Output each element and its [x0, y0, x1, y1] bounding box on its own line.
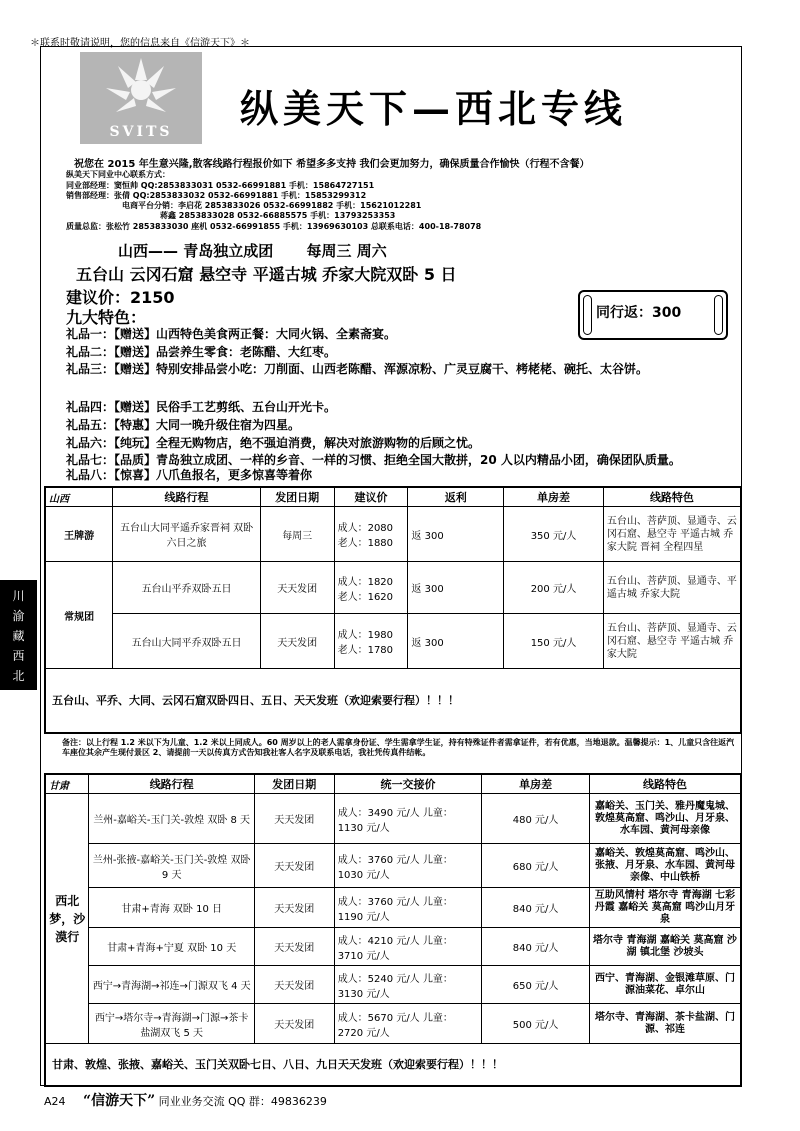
- contact-line: 纵美天下同业中心联系方式：: [66, 170, 170, 179]
- single-room-cell: 840 元/人: [482, 888, 590, 928]
- remark-note: 备注：以上行程 1.2 米以下为儿童、1.2 米以上同成人。60 周岁以上的老人需拿身份证、学生需拿学生证，持有特殊证件者需拿证件，若有优惠，当地退款。温馨提示：1、儿童只含往返汽车座位其余产生现付景区 2、请提前一天以传真方式告知我社客人名字及联系电话，我社凭传真件结帐。: [62, 738, 735, 757]
- scroll-curl-right: [714, 295, 723, 335]
- rebate-cell: 返 300: [408, 562, 504, 614]
- single-room-cell: 650 元/人: [482, 966, 590, 1004]
- table-footer: 甘肃、敦煌、张掖、嘉峪关、玉门关双卧七日、八日、九日天天发班（欢迎索要行程）！！！: [45, 1044, 741, 1086]
- feature-cell: 五台山、菩萨顶、显通寺、云冈石窟、悬空寺 平遥古城 乔家大院 晋祠 全程四星: [603, 507, 741, 562]
- single-room-cell: 350 元/人: [504, 507, 604, 562]
- route-cell: 五台山大同平遥乔家晋祠 双卧六日之旅: [113, 507, 261, 562]
- company-logo: [80, 52, 202, 144]
- date-cell: 天天发团: [254, 888, 334, 928]
- gift-item: 礼品三：【赠送】特别安排品尝小吃：刀削面、山西老陈醋、浑源凉粉、广灵豆腐干、栲栳栳、碗托、太谷饼。: [66, 362, 649, 376]
- col-header: 发团日期: [254, 774, 334, 794]
- route-cell: 兰州-张掖-嘉峪关-玉门关-敦煌 双卧 9 天: [89, 844, 254, 888]
- contact-line: 销售部经理：张倩 QQ:2853833032 0532-66991881 手机：15853299312: [66, 191, 367, 200]
- feature-cell: 塔尔寺 青海湖 嘉峪关 莫高窟 沙湖 镇北堡 沙坡头: [589, 928, 741, 966]
- route-cell: 甘肃+青海 双卧 10 日: [89, 888, 254, 928]
- contact-line: 质量总监：张松竹 2853833030 座机 0532-66991855 手机：13969630103 总联系电话：400-18-78078: [66, 222, 482, 231]
- features-title: 九大特色：: [66, 308, 147, 327]
- gift-item: 礼品二：【赠送】品尝养生零食：老陈醋、大红枣。: [66, 345, 337, 359]
- sidebar-char: 西: [12, 649, 25, 663]
- sidebar-char: 北: [12, 669, 25, 683]
- table-row: [45, 844, 741, 888]
- date-cell: 天天发团: [260, 562, 334, 614]
- rebate-scroll: [578, 290, 728, 340]
- feature-cell: 互助风情村 塔尔寺 青海湖 七彩丹霞 嘉峪关 莫高窟 鸣沙山月牙泉: [589, 888, 741, 928]
- gift-item: 礼品六：【纯玩】全程无购物店，绝不强迫消费，解决对旅游购物的后顾之忧。: [66, 436, 481, 450]
- col-header: 建议价: [334, 487, 408, 507]
- route-days: 每周三 周六: [306, 242, 387, 260]
- page-number: A24: [44, 1095, 66, 1108]
- gift-item: 礼品五：【特惠】大同一晚升级住宿为四星。: [66, 418, 301, 432]
- date-cell: 天天发团: [254, 844, 334, 888]
- table-row: [45, 966, 741, 1004]
- table-footer: 五台山、平乔、大同、云冈石窟双卧四日、五日、天天发班（欢迎索要行程）！！！: [45, 669, 741, 733]
- col-header: 线路行程: [113, 487, 261, 507]
- greeting-text: 祝您在 2015 年生意兴隆,散客线路行程报价如下 希望多多支持 我们会更加努力，确保质量合作愉快（行程不含餐）: [74, 159, 590, 170]
- sidebar-char: 渝: [12, 609, 25, 623]
- scroll-curl-left: [583, 295, 592, 335]
- side-label: 西北梦，沙漠行: [45, 794, 89, 1044]
- shanxi-table: [44, 486, 742, 734]
- tour-type: 常规团: [45, 562, 113, 669]
- route-main-title: 五台山 云冈石窟 悬空寺 平遥古城 乔家大院双卧 5 日: [76, 265, 457, 284]
- price-cell: 成人：3760 元/人 儿童：1030 元/人: [334, 844, 482, 888]
- contact-line: 电商平台分销：李启花 2853833026 0532-66991882 手机：15621012281: [122, 201, 422, 210]
- price-cell: 成人：4210 元/人 儿童：3710 元/人: [334, 928, 482, 966]
- route-cell: 五台山平乔双卧五日: [113, 562, 261, 614]
- brand-name: “信游天下”: [83, 1093, 156, 1109]
- feature-cell: 嘉峪关、敦煌莫高窟、鸣沙山、张掖、月牙泉、水车园、黄河母亲像、中山铁桥: [589, 844, 741, 888]
- contact-line: 蒋鑫 2853833028 0532-66885575 手机：13793253353: [160, 211, 396, 220]
- gift-item: 礼品七：【品质】青岛独立成团、一样的乡音、一样的习惯、拒绝全国大散拼，20 人以内精品小团，确保团队质量。: [66, 453, 681, 467]
- feature-cell: 塔尔寺、青海湖、茶卡盐湖、门源、祁连: [589, 1004, 741, 1044]
- tour-type: 王牌游: [45, 507, 113, 562]
- date-cell: 每周三: [260, 507, 334, 562]
- col-header: 线路特色: [589, 774, 741, 794]
- gift-item: 礼品一：【赠送】山西特色美食两正餐：大同火锅、全素斋宴。: [66, 327, 397, 341]
- feature-cell: 嘉峪关、玉门关、雅丹魔鬼城、敦煌莫高窟、鸣沙山、月牙泉、水车园、黄河母亲像: [589, 794, 741, 844]
- price-cell: 成人：1980 老人：1780: [334, 614, 408, 669]
- sidebar-char: 川: [12, 589, 25, 603]
- rebate-cell: 返 300: [408, 507, 504, 562]
- route-header: [118, 240, 415, 261]
- feature-cell: 西宁、青海湖、金银滩草原、门源油菜花、卓尔山: [589, 966, 741, 1004]
- single-room-cell: 840 元/人: [482, 928, 590, 966]
- price-cell: 成人：5240 元/人 儿童：3130 元/人: [334, 966, 482, 1004]
- feature-cell: 五台山、菩萨顶、显通寺、云冈石窟、悬空寺 平遥古城 乔家大院: [603, 614, 741, 669]
- single-room-cell: 200 元/人: [504, 562, 604, 614]
- rebate-text: 同行返：300: [596, 305, 682, 321]
- table-row: [45, 794, 741, 844]
- route-cell: 西宁→塔尔寺→青海湖→门源→茶卡盐湖双飞 5 天: [89, 1004, 254, 1044]
- rebate-cell: 返 300: [408, 614, 504, 669]
- route-cell: 西宁→青海湖→祁连→门源双飞 4 天: [89, 966, 254, 1004]
- route-cell: 五台山大同平乔双卧五日: [113, 614, 261, 669]
- sidebar-char: 藏: [12, 629, 25, 643]
- date-cell: 天天发团: [254, 928, 334, 966]
- date-cell: 天天发团: [254, 966, 334, 1004]
- price-cell: 成人：3490 元/人 儿童：1130 元/人: [334, 794, 482, 844]
- col-header: 线路特色: [603, 487, 741, 507]
- contact-line: 同业部经理：窦恒帅 QQ:2853833031 0532-66991881 手机：15864727151: [66, 181, 375, 190]
- gansu-table: [44, 773, 742, 1087]
- table-row: [45, 888, 741, 928]
- table-row: [45, 507, 741, 562]
- table-row: [45, 928, 741, 966]
- route-cell: 甘肃+青海+宁夏 双卧 10 天: [89, 928, 254, 966]
- gift-item: 礼品八：【惊喜】八爪鱼报名，更多惊喜等着你: [66, 468, 313, 482]
- page-footer: [44, 1090, 327, 1110]
- col-header: 单房差: [504, 487, 604, 507]
- table-row: [45, 1004, 741, 1044]
- price-cell: 成人：5670 元/人 儿童：2720 元/人: [334, 1004, 482, 1044]
- single-room-cell: 680 元/人: [482, 844, 590, 888]
- col-header: 单房差: [482, 774, 590, 794]
- price-cell: 成人：1820 老人：1620: [334, 562, 408, 614]
- single-room-cell: 480 元/人: [482, 794, 590, 844]
- route-region: 山西—— 青岛独立成团: [118, 242, 274, 260]
- top-note: ＊联系时敬请说明，您的信息来自《信游天下》＊: [30, 38, 250, 49]
- col-header: 线路行程: [89, 774, 254, 794]
- region-sidebar: [0, 580, 37, 690]
- logo-text: SVITS: [109, 124, 173, 140]
- table-row: [45, 562, 741, 614]
- date-cell: 天天发团: [260, 614, 334, 669]
- region-label: 甘肃: [45, 774, 89, 794]
- region-label: 山西: [45, 487, 113, 507]
- page-title: 纵美天下—西北专线: [240, 86, 628, 131]
- col-header: 返利: [408, 487, 504, 507]
- date-cell: 天天发团: [254, 1004, 334, 1044]
- footer-text: 同业业务交流 QQ 群：49836239: [158, 1095, 327, 1108]
- price-cell: 成人：2080 老人：1880: [334, 507, 408, 562]
- gift-item: 礼品四：【赠送】民俗手工艺剪纸、五台山开光卡。: [66, 400, 337, 414]
- table-row: [45, 614, 741, 669]
- price-cell: 成人：3760 元/人 儿童：1190 元/人: [334, 888, 482, 928]
- single-room-cell: 500 元/人: [482, 1004, 590, 1044]
- feature-cell: 五台山、菩萨顶、显通寺、平遥古城 乔家大院: [603, 562, 741, 614]
- date-cell: 天天发团: [254, 794, 334, 844]
- single-room-cell: 150 元/人: [504, 614, 604, 669]
- col-header: 统一交接价: [334, 774, 482, 794]
- col-header: 发团日期: [260, 487, 334, 507]
- suggest-price: 建议价：2150: [66, 288, 175, 307]
- route-cell: 兰州-嘉峪关-玉门关-敦煌 双卧 8 天: [89, 794, 254, 844]
